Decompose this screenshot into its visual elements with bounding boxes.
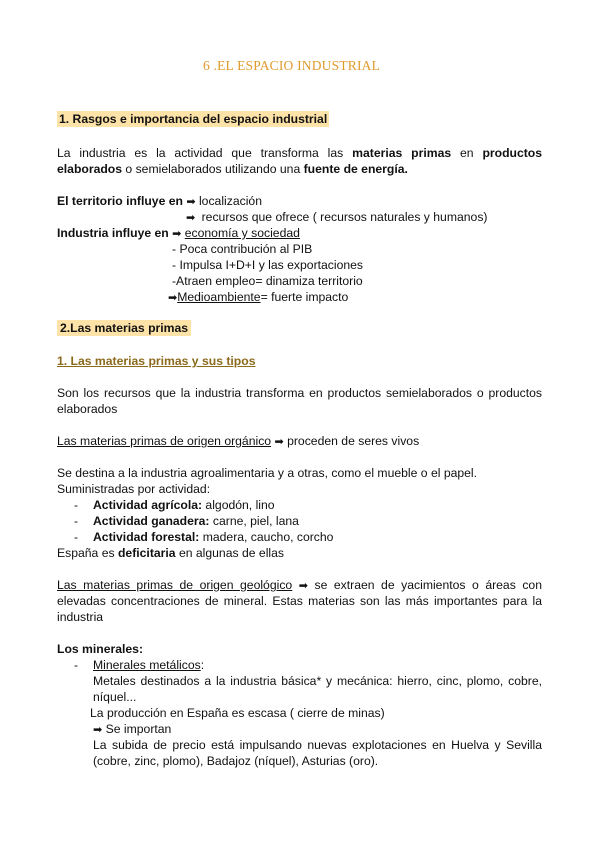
territory-item: localización: [198, 194, 262, 208]
medioambiente-text: Medioambiente: [177, 290, 261, 304]
industry-item-4: -Atraen empleo= dinamiza territorio: [172, 274, 363, 288]
metal-minerals-line: [74, 657, 204, 673]
deficit-line: [57, 545, 284, 561]
impact-text: = fuerte impacto: [260, 290, 349, 304]
subsection-heading: 1. Las materias primas y sus tipos: [57, 354, 256, 368]
list-text: madera, caucho, corcho: [199, 530, 334, 544]
bullet: -: [74, 498, 79, 512]
list-text: carne, piel, lana: [209, 514, 299, 528]
territory-label: El territorio influye en: [57, 194, 183, 208]
def-text: La industria es la actividad que transforma las: [57, 146, 344, 160]
colon: :: [200, 658, 205, 672]
def-bold: fuente de energía.: [303, 162, 408, 176]
bullet: -: [74, 658, 79, 672]
definition-line-2: [57, 161, 408, 177]
territory-line-2: [186, 209, 487, 226]
geologic-line-2: elevadas concentraciones de mineral. Estas materias son las más importantes para la: [57, 594, 542, 608]
def-text: o semielaborados utilizando una: [125, 162, 301, 176]
list-bold: Actividad agrícola:: [93, 498, 203, 512]
organic-label: Las materias primas de origen orgánico: [57, 434, 272, 448]
metal-line: (cobre, zinc, plomo), Badajoz (níquel), Asturias (oro).: [93, 754, 379, 768]
deficit-text: España es: [57, 546, 115, 560]
arrow-icon: ➡: [93, 723, 103, 736]
section-2-heading: 2.Las materias primas: [57, 320, 191, 336]
industry-item-5: [168, 289, 348, 306]
industry-line: [57, 225, 300, 242]
section-heading: [57, 111, 329, 127]
arrow-icon: ➡: [274, 435, 284, 448]
metal-line: [93, 721, 171, 738]
industry-item: economía y sociedad: [184, 226, 300, 240]
section-1-heading: 1. Rasgos e importancia del espacio industrial: [59, 112, 328, 126]
list-bold: Actividad forestal:: [93, 530, 200, 544]
metal-line: níquel...: [93, 690, 137, 704]
territory-item: recursos que ofrece ( recursos naturales y humanos): [201, 210, 488, 224]
paragraph-line: Se destina a la industria agroalimentaria y a otras, como el mueble o el papel.: [57, 466, 478, 480]
def-bold: elaborados: [57, 162, 123, 176]
minerals-heading-text: Los minerales:: [57, 642, 144, 656]
industry-item-2: - Poca contribución al PIB: [172, 242, 313, 256]
definition-line-1: [57, 145, 542, 161]
list-item: [74, 497, 275, 513]
deficit-bold: deficitaria: [117, 546, 176, 560]
metal-line: La subida de precio está impulsando nuevas explotaciones en Huelva y Sevilla: [93, 738, 542, 752]
industry-label: Industria influye en: [57, 226, 169, 240]
deficit-text: en algunas de ellas: [178, 546, 284, 560]
geologic-line: [57, 577, 542, 594]
list-bold: Actividad ganadera:: [93, 514, 210, 528]
page-title: 6 .EL ESPACIO INDUSTRIAL: [203, 58, 381, 73]
geologic-line-3: industria: [57, 610, 104, 624]
paragraph-line: Suministradas por actividad:: [57, 482, 211, 496]
list-item: [74, 513, 299, 529]
industry-item-3: - Impulsa I+D+I y las exportaciones: [172, 258, 364, 272]
bullet: -: [74, 514, 79, 528]
list-item: [74, 529, 333, 545]
def-text: en: [460, 146, 474, 160]
paragraph-line: Son los recursos que la industria transforma en productos semielaborados o productos: [57, 386, 542, 400]
arrow-icon: ➡: [186, 211, 196, 224]
import-text: Se importan: [105, 722, 172, 736]
arrow-icon: ➡: [298, 579, 308, 592]
arrow-icon: ➡: [172, 227, 182, 240]
organic-text: proceden de seres vivos: [287, 434, 420, 448]
def-bold: materias primas: [352, 146, 452, 160]
metal-minerals-label: Minerales metálicos: [93, 658, 201, 672]
organic-line: [57, 433, 419, 450]
territory-line: [57, 193, 262, 210]
arrow-icon: ➡: [186, 195, 196, 208]
list-text: algodón, lino: [202, 498, 275, 512]
bullet: -: [74, 530, 79, 544]
def-bold: productos: [482, 146, 543, 160]
paragraph-line: elaborados: [57, 402, 118, 416]
arrow-icon: ➡: [168, 291, 178, 304]
metal-line: La producción en España es escasa ( cierre de minas): [90, 706, 385, 720]
minerals-heading: [57, 641, 143, 657]
metal-line: Metales destinados a la industria básica* y mecánica: hierro, cinc, plomo, cobre,: [93, 674, 542, 688]
section-heading: [57, 320, 191, 336]
geologic-label: Las materias primas de origen geológico: [57, 578, 293, 592]
geologic-text: se extraen de yacimientos o áreas con: [314, 578, 542, 592]
